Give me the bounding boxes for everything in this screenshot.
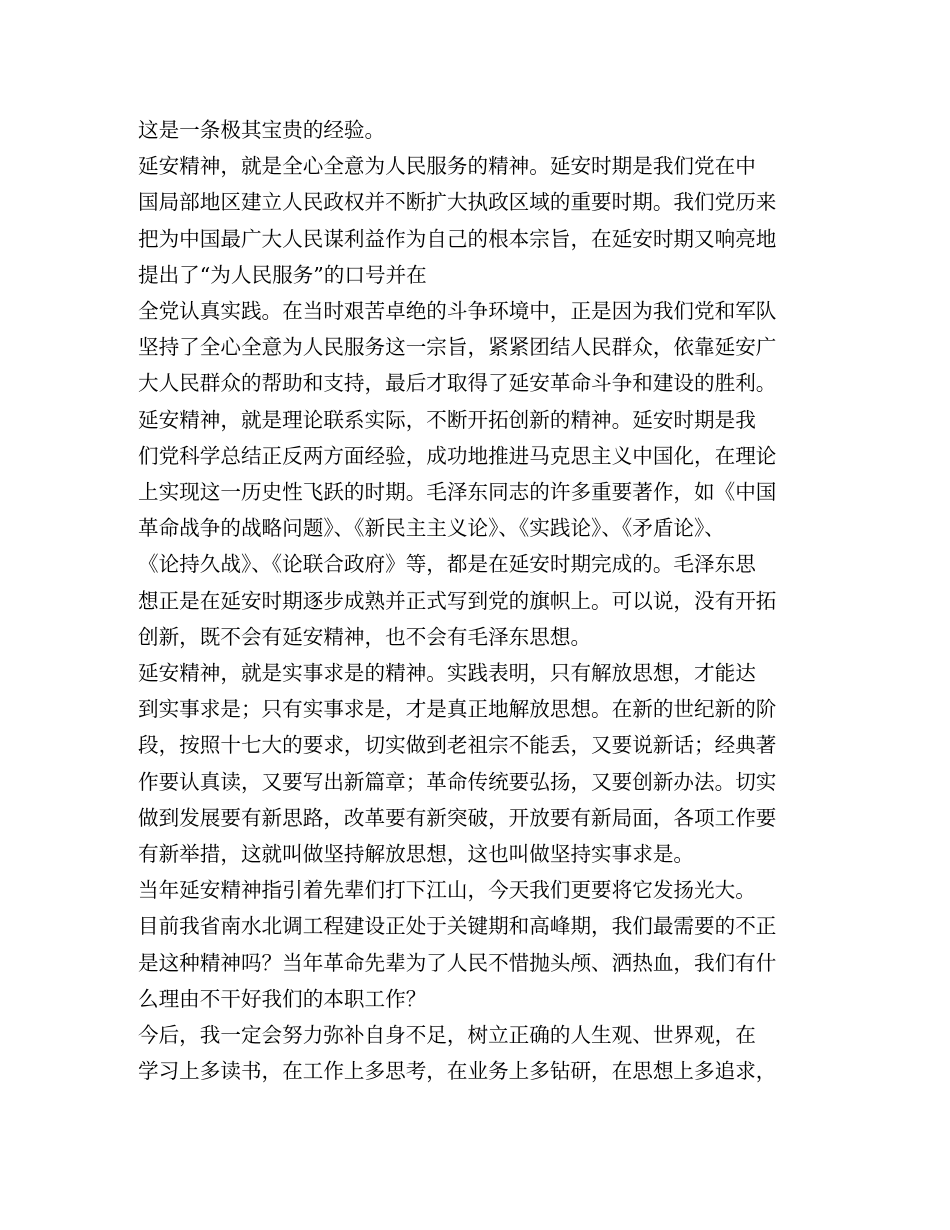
text-line: 学习上多读书，在工作上多思考，在业务上多钻研，在思想上多追求， (138, 1059, 777, 1083)
text-line: 坚持了全心全意为人民服务这一宗旨，紧紧团结人民群众，依靠延安广 (138, 335, 777, 359)
text-line: 们党科学总结正反两方面经验，成功地推进马克思主义中国化，在理论 (138, 444, 777, 468)
text-line: 是这种精神吗？当年革命先辈为了人民不惜抛头颅、洒热血，我们有什 (138, 951, 777, 975)
text-line: 提出了“为人民服务”的口号并在 (138, 263, 427, 287)
text-line: 做到发展要有新思路，改革要有新突破，开放要有新局面，各项工作要 (138, 806, 777, 830)
text-line: 想正是在延安时期逐步成熟并正式写到党的旗帜上。可以说，没有开拓 (138, 589, 777, 613)
text-line: 这是一条极其宝贵的经验。 (138, 118, 386, 142)
text-line: 革命战争的战略问题》、《新民主主义论》、《实践论》、《矛盾论》、 (138, 516, 725, 540)
text-line: 延安精神，就是实事求是的精神。实践表明，只有解放思想，才能达 (138, 661, 756, 685)
text-line: 么理由不干好我们的本职工作？ (138, 987, 427, 1011)
text-line: 当年延安精神指引着先辈们打下江山，今天我们更要将它发扬光大。 (138, 878, 756, 902)
text-line: 到实事求是；只有实事求是，才是真正地解放思想。在新的世纪新的阶 (138, 697, 777, 721)
text-line: 延安精神，就是全心全意为人民服务的精神。延安时期是我们党在中 (138, 154, 756, 178)
text-line: 有新举措，这就叫做坚持解放思想，这也叫做坚持实事求是。 (138, 842, 695, 866)
text-line: 国局部地区建立人民政权并不断扩大执政区域的重要时期。我们党历来 (138, 190, 777, 214)
text-line: 今后，我一定会努力弥补自身不足，树立正确的人生观、世界观，在 (138, 1023, 756, 1047)
text-line: 段，按照十七大的要求，切实做到老祖宗不能丢，又要说新话；经典著 (138, 733, 777, 757)
text-line: 创新，既不会有延安精神，也不会有毛泽东思想。 (138, 625, 592, 649)
text-line: 上实现这一历史性飞跃的时期。毛泽东同志的许多重要著作，如《中国 (138, 480, 777, 504)
text-line: 延安精神，就是理论联系实际，不断开拓创新的精神。延安时期是我 (138, 408, 756, 432)
text-line: 《论持久战》、《论联合政府》等，都是在延安时期完成的。毛泽东思 (138, 552, 756, 576)
text-line: 全党认真实践。在当时艰苦卓绝的斗争环境中，正是因为我们党和军队 (138, 299, 777, 323)
text-line: 大人民群众的帮助和支持，最后才取得了延安革命斗争和建设的胜利。 (138, 371, 777, 395)
text-line: 作要认真读，又要写出新篇章；革命传统要弘扬，又要创新办法。切实 (138, 770, 777, 794)
text-line: 目前我省南水北调工程建设正处于关键期和高峰期，我们最需要的不正 (138, 914, 777, 938)
text-line: 把为中国最广大人民谋利益作为自己的根本宗旨，在延安时期又响亮地 (138, 227, 777, 251)
